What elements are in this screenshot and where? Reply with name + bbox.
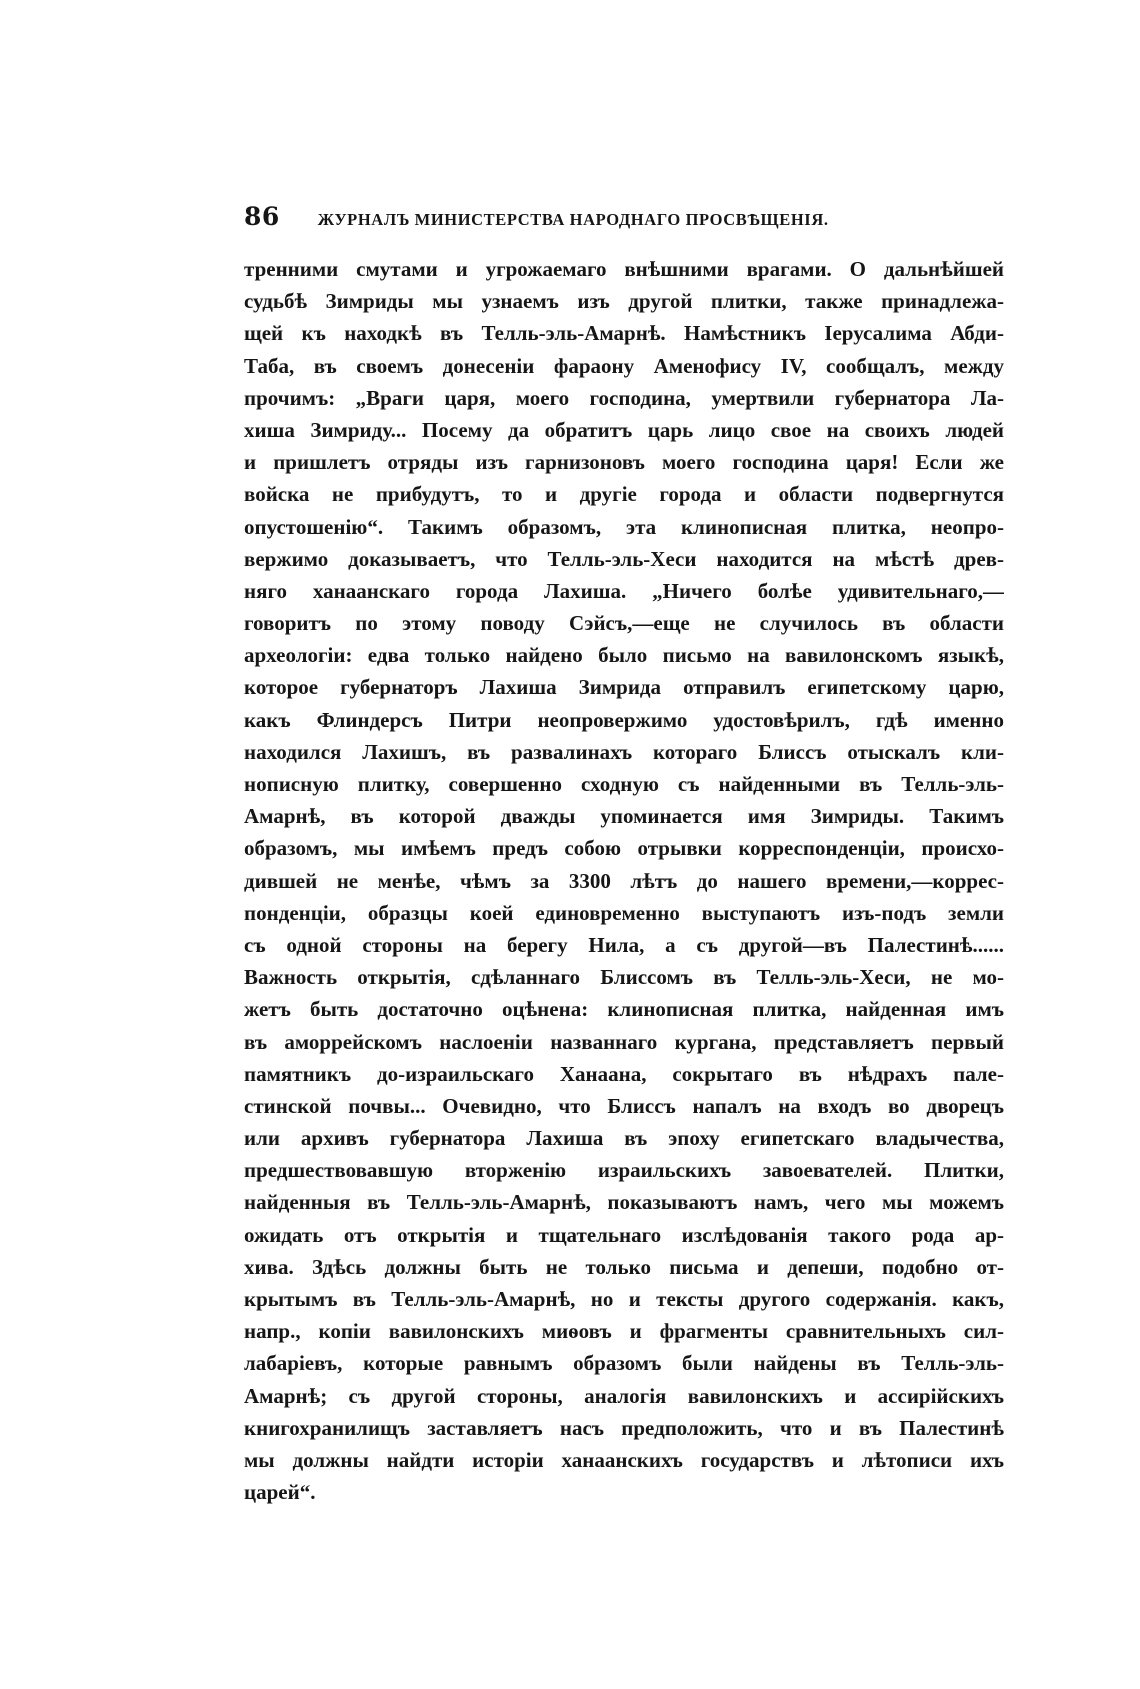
text-line: Таба, въ своемъ донесеніи фараону Аменофису IV, сообщалъ, между: [244, 353, 1004, 378]
text-line: вержимо доказываетъ, что Телль-эль-Хеси находится на мѣстѣ древ-: [244, 546, 1004, 571]
text-line: говоритъ по этому поводу Сэйсъ,—еще не случилось въ области: [244, 611, 1004, 636]
text-line: Важность открытія, сдѣланнаго Блиссомъ въ Телль-эль-Хеси, не мо-: [244, 965, 1004, 990]
text-line: предшествовавшую вторженію израильскихъ завоевателей. Плитки,: [244, 1158, 1004, 1183]
text-line: няго ханаанскаго города Лахиша. „Ничего болѣе удивительнаго,—: [244, 578, 1004, 603]
text-line: жетъ быть достаточно оцѣнена: клинописная плитка, найденная имъ: [244, 997, 1004, 1022]
text-line: книгохранилищъ заставляетъ насъ предположить, что и въ Палестинѣ: [244, 1415, 1004, 1440]
text-line: нописную плитку, совершенно сходную съ найденными въ Телль-эль-: [244, 772, 1004, 796]
text-line: мы должны найдти исторіи ханаанскихъ государствъ и лѣтописи ихъ: [244, 1447, 1004, 1472]
text-line: Амарнѣ, въ которой дважды упоминается имя Зимриды. Такимъ: [244, 804, 1004, 829]
text-line: опустошенію“. Такимъ образомъ, эта клинописная плитка, неопро-: [244, 514, 1004, 539]
text-line: памятникъ до-израильскаго Ханаана, сокрытаго въ нѣдрахъ пале-: [244, 1061, 1004, 1086]
text-line: понденціи, образцы коей единовременно выступаютъ изъ-подъ земли: [244, 900, 1004, 925]
text-line: тренними смутами и угрожаемаго внѣшними врагами. О дальнѣйшей: [244, 257, 1004, 281]
text-line: щей къ находкѣ въ Телль-эль-Амарнѣ. Намѣстникъ Іерусалима Абди-: [244, 321, 1004, 346]
text-line: напр., копіи вавилонскихъ миѳовъ и фрагменты сравнительныхъ сил-: [244, 1319, 1004, 1344]
text-line: войска не прибудутъ, то и другіе города и области подвергнутся: [244, 482, 1004, 507]
page-number: 86: [244, 202, 280, 231]
text-line: археологіи: едва только найдено было письмо на вавилонскомъ языкѣ,: [244, 643, 1004, 668]
text-line: Амарнѣ; съ другой стороны, аналогія вавилонскихъ и ассирійскихъ: [244, 1383, 1004, 1408]
text-line: съ одной стороны на берегу Нила, а съ другой—въ Палестинѣ......: [244, 932, 1004, 957]
text-line: ожидать отъ открытія и тщательнаго изслѣдованія такого рода ар-: [244, 1222, 1004, 1247]
text-line: стинской почвы... Очевидно, что Блиссъ напалъ на входъ во дворецъ: [244, 1093, 1004, 1118]
text-line: и пришлетъ отряды изъ гарнизоновъ моего господина царя! Если же: [244, 450, 1004, 475]
text-line: дившей не менѣе, чѣмъ за 3300 лѣтъ до нашего времени,—коррес-: [244, 868, 1004, 893]
text-line: царей“.: [244, 1480, 316, 1505]
text-line: или архивъ губернатора Лахиша въ эпоху египетскаго владычества,: [244, 1126, 1004, 1151]
running-head: ЖУРНАЛЪ МИНИСТЕРСТВА НАРОДНАГО ПРОСВѢЩЕНІЯ.: [317, 210, 829, 229]
text-line: лабаріевъ, которые равнымъ образомъ были найдены въ Телль-эль-: [244, 1351, 1004, 1376]
text-line: крытымъ въ Телль-эль-Амарнѣ, но и тексты другого содержанія. какъ,: [244, 1287, 1004, 1311]
page-header: [244, 202, 904, 238]
text-line: находился Лахишъ, въ развалинахъ котораго Блиссъ отыскалъ кли-: [244, 739, 1004, 764]
text-line: хива. Здѣсь должны быть не только письма и депеши, подобно от-: [244, 1254, 1004, 1279]
text-line: хиша Зимриду... Посему да обратитъ царь лицо свое на своихъ людей: [244, 417, 1004, 442]
text-line: найденныя въ Телль-эль-Амарнѣ, показываютъ намъ, чего мы можемъ: [244, 1190, 1004, 1215]
text-line: прочимъ: „Враги царя, моего господина, умертвили губернатора Ла-: [244, 385, 1004, 410]
text-line: которое губернаторъ Лахиша Зимрида отправилъ египетскому царю,: [244, 675, 1004, 700]
text-line: въ аморрейскомъ наслоеніи названнаго кургана, представляетъ первый: [244, 1029, 1004, 1054]
body-text: [244, 253, 1004, 1508]
text-line: судьбѣ Зимриды мы узнаемъ изъ другой плитки, также принадлежа-: [244, 289, 1004, 314]
text-line: какъ Флиндерсъ Питри неопровержимо удостовѣрилъ, гдѣ именно: [244, 707, 1004, 732]
text-line: образомъ, мы имѣемъ предъ собою отрывки корреспонденціи, происхо-: [244, 836, 1004, 861]
